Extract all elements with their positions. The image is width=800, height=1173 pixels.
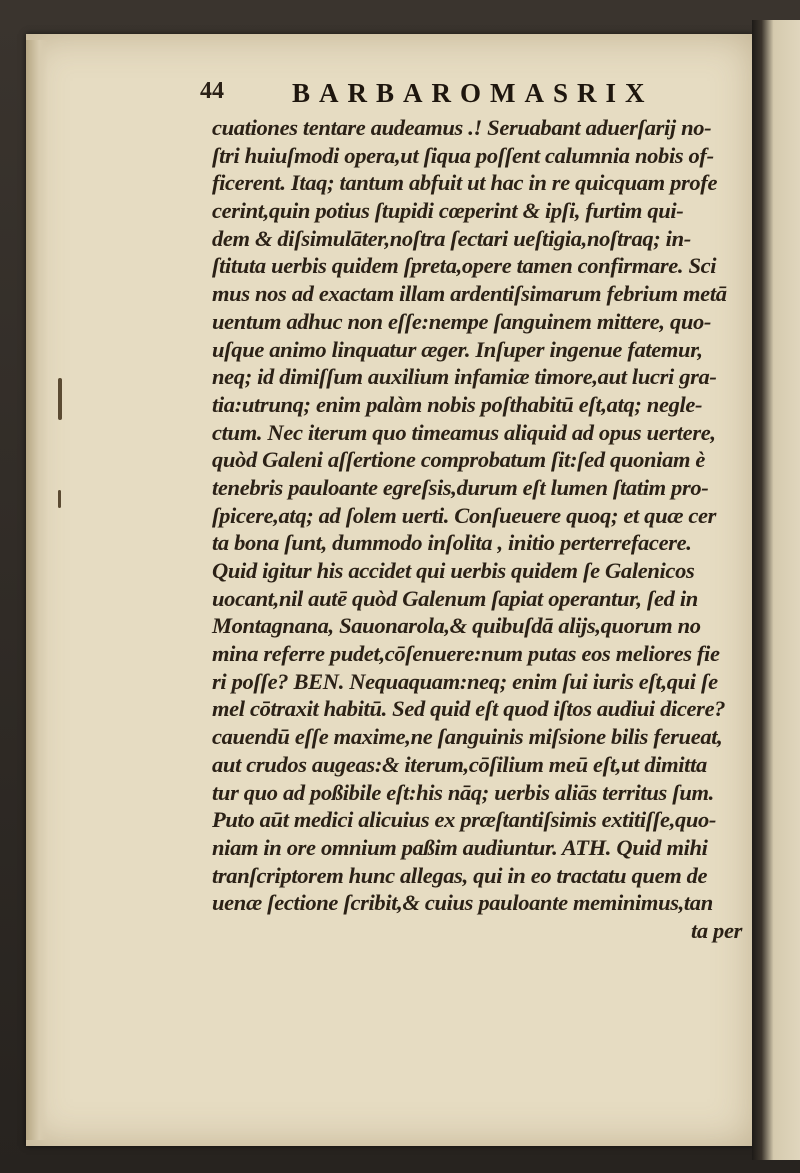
text-line: Puto aūt medici alicuius ex præſtantiſsimis extitiſſe,quo-	[212, 807, 717, 833]
next-page-bleed	[770, 60, 800, 1060]
text-line: quòd Galeni aſſertione comprobatum ſit:ſed quoniam è	[212, 447, 706, 473]
text-line: mina referre pudet,cōſenuere:num putas eos meliores fie	[212, 641, 720, 667]
text-line: niam in ore omnium paßim audiuntur. ATH. Quid mihi	[212, 834, 708, 860]
text-line: uentum adhuc non eſſe:nempe ſanguinem mittere, quo-	[212, 308, 712, 334]
text-line: aut crudos augeas:& iterum,cōſilium meū eſt,ut dimitta	[212, 751, 707, 777]
text-line: ſpicere,atq; ad ſolem uerti. Conſueuere quoq; et quæ cer	[212, 502, 717, 528]
text-line: mus nos ad exactam illam ardentiſsimarum febrium metā	[212, 281, 727, 307]
text-line: cauendū eſſe maxime,ne ſanguinis miſsione bilis ferueat,	[212, 724, 723, 750]
body-text	[212, 114, 742, 945]
running-head: BARBAROMASRIX	[292, 78, 654, 108]
page-edge	[26, 40, 48, 1140]
page-number: 44	[200, 78, 224, 104]
text-line: tur quo ad poßibile eſt:his nāq; uerbis aliās territus ſum.	[212, 779, 714, 805]
text-line: Montagnana, Sauonarola,& quibuſdā alijs,quorum no	[212, 613, 701, 639]
text-line: Quid igitur his accidet qui uerbis quidem ſe Galenicos	[212, 558, 695, 583]
text-line: ſtri huiuſmodi opera,ut ſiqua poſſent calumnia nobis of-	[212, 142, 714, 168]
text-line: uſque animo linquatur æger. Inſuper ingenue fatemur,	[212, 336, 703, 362]
text-line: ri poſſe? BEN. Nequaquam:neq; enim ſui iuris eſt,qui ſe	[212, 668, 718, 694]
text-line: ta bona ſunt, dummodo inſolita , initio perterrefacere.	[212, 530, 692, 556]
text-line: ficerent. Itaq; tantum abfuit ut hac in re quicquam profe	[212, 170, 718, 196]
text-line: ctum. Nec iterum quo timeamus aliquid ad opus uertere,	[212, 419, 716, 445]
text-line: mel cōtraxit habitū. Sed quid eſt quod iſtos audiui dicere?	[212, 696, 726, 722]
text-line: tranſcriptorem hunc allegas, qui in eo tractatu quem de	[212, 862, 708, 888]
margin-mark	[58, 490, 61, 508]
text-line: tenebris pauloante egreſsis,durum eſt lumen ſtatim pro-	[212, 474, 709, 500]
text-line: uenæ ſectione ſcribit,& cuius pauloante meminimus,tan	[212, 890, 713, 916]
text-line: cerint,quin potius ſtupidi cœperint & ipſi, furtim qui-	[212, 198, 684, 224]
text-line: ſtituta uerbis quidem ſpreta,opere tamen confirmare. Sci	[212, 253, 717, 279]
text-line: cuationes tentare audeamus .! Seruabant aduerſarij no-	[212, 115, 712, 140]
margin-mark	[58, 378, 62, 420]
text-line: neq; id dimiſſum auxilium infamiæ timore,aut lucri gra-	[212, 364, 717, 390]
text-line: uocant,nil autē quòd Galenum ſapiat operantur, ſed in	[212, 585, 698, 611]
text-line: dem & diſsimulāter,noſtra ſectari ueſtigia,noſtraq; in-	[212, 225, 691, 251]
text-line: tia:utrunq; enim palàm nobis poſthabitū eſt,atq; negle-	[212, 391, 703, 417]
text-line: ta per	[690, 917, 742, 943]
page-header	[200, 78, 654, 114]
